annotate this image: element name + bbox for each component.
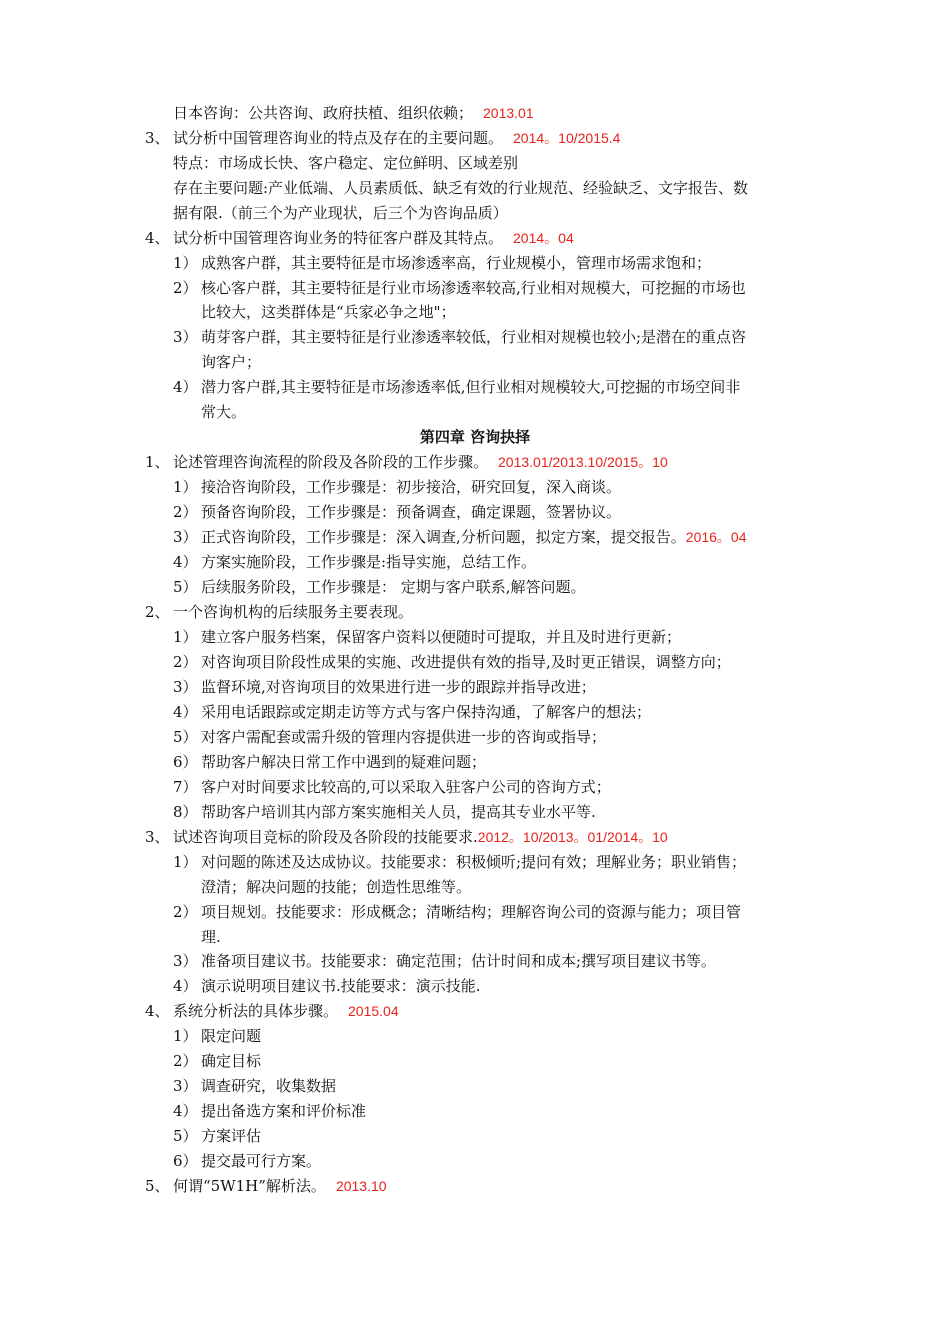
question-text: 论述管理咨询流程的阶段及各阶段的工作步骤。 bbox=[173, 453, 489, 471]
list-item-cont: 理. bbox=[201, 928, 221, 946]
question-number: 2、 bbox=[145, 603, 170, 621]
item-number: 3） bbox=[173, 328, 198, 346]
problems-line-cont: 据有限.（前三个为产业现状，后三个为咨询品质） bbox=[173, 204, 508, 222]
question-number: 5、 bbox=[145, 1177, 170, 1195]
exam-year: 2013.01/2013.10/2015。10 bbox=[498, 454, 668, 470]
exam-year: 2014。10/2015.4 bbox=[513, 130, 621, 146]
list-item: 限定问题 bbox=[201, 1027, 262, 1045]
question-number: 4、 bbox=[145, 1002, 170, 1020]
item-number: 6） bbox=[173, 1152, 198, 1170]
list-item: 建立客户服务档案，保留客户资料以便随时可提取，并且及时进行更新； bbox=[201, 628, 682, 646]
list-item: 监督环境,对咨询项目的效果进行进一步的跟踪并指导改进； bbox=[201, 678, 596, 696]
item-number: 3） bbox=[173, 528, 198, 546]
list-item: 成熟客户群，其主要特征是市场渗透率高，行业规模小，管理市场需求饱和； bbox=[201, 254, 712, 272]
item-number: 2） bbox=[173, 279, 198, 297]
item-number: 1） bbox=[173, 853, 198, 871]
question-3 bbox=[173, 128, 620, 148]
item-number: 8） bbox=[173, 803, 198, 821]
item-number: 3） bbox=[173, 678, 198, 696]
question-4 bbox=[173, 228, 574, 248]
list-item: 预备咨询阶段，工作步骤是：预备调查，确定课题，签署协议。 bbox=[201, 503, 622, 521]
problems-line: 存在主要问题:产业低端、人员素质低、缺乏有效的行业规范、经验缺乏、文字报告、数 bbox=[173, 179, 749, 197]
item-number: 2） bbox=[173, 903, 198, 921]
features-line: 特点：市场成长快、客户稳定、定位鲜明、区域差别 bbox=[173, 154, 519, 172]
item-number: 4） bbox=[173, 553, 198, 571]
list-item: 对咨询项目阶段性成果的实施、改进提供有效的指导,及时更正错误，调整方向； bbox=[201, 653, 731, 671]
line-text: 日本咨询：公共咨询、政府扶植、组织依赖； bbox=[173, 104, 474, 122]
question-5 bbox=[173, 1176, 387, 1196]
question-number: 3、 bbox=[145, 129, 170, 147]
item-number: 6） bbox=[173, 753, 198, 771]
list-item: 提出备选方案和评价标准 bbox=[201, 1102, 367, 1120]
exam-year: 2014。04 bbox=[513, 230, 574, 246]
item-number: 2） bbox=[173, 503, 198, 521]
question-number: 4、 bbox=[145, 229, 170, 247]
item-number: 1） bbox=[173, 478, 198, 496]
list-item: 客户对时间要求比较高的,可以采取入驻客户公司的咨询方式； bbox=[201, 778, 611, 796]
item-number: 3） bbox=[173, 952, 198, 970]
exam-year: 2013.10 bbox=[335, 1178, 387, 1194]
question-text: 试分析中国管理咨询业的特点及存在的主要问题。 bbox=[173, 129, 504, 147]
list-item: 帮助客户培训其内部方案实施相关人员，提高其专业水平等. bbox=[201, 803, 596, 821]
list-item: 接洽咨询阶段，工作步骤是：初步接洽，研究回复，深入商谈。 bbox=[201, 478, 622, 496]
item-number: 5） bbox=[173, 578, 198, 596]
list-item: 确定目标 bbox=[201, 1052, 262, 1070]
item-number: 5） bbox=[173, 728, 198, 746]
list-item: 方案实施阶段，工作步骤是:指导实施，总结工作。 bbox=[201, 553, 537, 571]
item-number: 5） bbox=[173, 1127, 198, 1145]
list-item: 准备项目建议书。技能要求：确定范围；估计时间和成本;撰写项目建议书等。 bbox=[201, 952, 717, 970]
item-number: 1） bbox=[173, 628, 198, 646]
question-number: 3、 bbox=[145, 828, 170, 846]
question-text: 试述咨询项目竞标的阶段及各阶段的技能要求. bbox=[173, 828, 478, 846]
list-item: 萌芽客户群，其主要特征是行业渗透率较低，行业相对规模也较小;是潜在的重点咨 bbox=[201, 328, 747, 346]
question-3 bbox=[173, 827, 668, 847]
list-item: 帮助客户解决日常工作中遇到的疑难问题； bbox=[201, 753, 487, 771]
list-item: 演示说明项目建议书.技能要求：演示技能. bbox=[201, 977, 481, 995]
list-item bbox=[201, 527, 747, 547]
item-number: 4） bbox=[173, 378, 198, 396]
list-item: 采用电话跟踪或定期走访等方式与客户保持沟通，了解客户的想法； bbox=[201, 703, 652, 721]
list-item-cont: 比较大，这类群体是“兵家必争之地"； bbox=[201, 303, 456, 321]
question-2: 一个咨询机构的后续服务主要表现。 bbox=[173, 603, 414, 621]
exam-year: 2015.04 bbox=[348, 1003, 399, 1019]
list-item: 方案评估 bbox=[201, 1127, 262, 1145]
list-item: 潜力客户群,其主要特征是市场渗透率低,但行业相对规模较大,可挖掘的市场空间非 bbox=[201, 378, 741, 396]
item-number: 2） bbox=[173, 653, 198, 671]
list-item-cont: 询客户； bbox=[201, 353, 262, 371]
item-number: 2） bbox=[173, 1052, 198, 1070]
item-number: 7） bbox=[173, 778, 198, 796]
question-text: 系统分析法的具体步骤。 bbox=[173, 1002, 339, 1020]
list-item: 对问题的陈述及达成协议。技能要求：积极倾听;提问有效；理解业务；职业销售； bbox=[201, 853, 747, 871]
question-text: 试分析中国管理咨询业务的特征客户群及其特点。 bbox=[173, 229, 504, 247]
list-item: 核心客户群，其主要特征是行业市场渗透率较高,行业相对规模大，可挖掘的市场也 bbox=[201, 279, 746, 297]
item-number: 4） bbox=[173, 703, 198, 721]
list-item: 项目规划。技能要求：形成概念；清晰结构；理解咨询公司的资源与能力；项目管 bbox=[201, 903, 742, 921]
list-item: 提交最可行方案。 bbox=[201, 1152, 322, 1170]
exam-year: 2013.01 bbox=[483, 105, 534, 121]
list-item: 对客户需配套或需升级的管理内容提供进一步的咨询或指导； bbox=[201, 728, 607, 746]
question-number: 1、 bbox=[145, 453, 170, 471]
item-number: 1） bbox=[173, 1027, 198, 1045]
item-text: 正式咨询阶段，工作步骤是：深入调查,分析问题，拟定方案，提交报告。 bbox=[201, 528, 686, 546]
list-item: 调查研究，收集数据 bbox=[201, 1077, 337, 1095]
question-text: 何谓“5W1H”解析法。 bbox=[173, 1177, 326, 1195]
list-item-cont: 常大。 bbox=[201, 403, 247, 421]
item-number: 1） bbox=[173, 254, 198, 272]
exam-year: 2012。10/2013。01/2014。10 bbox=[477, 829, 668, 845]
question-1 bbox=[173, 452, 668, 472]
item-number: 4） bbox=[173, 1102, 198, 1120]
chapter-heading: 第四章 咨询抉择 bbox=[419, 428, 531, 446]
question-4 bbox=[173, 1001, 399, 1021]
item-number: 3） bbox=[173, 1077, 198, 1095]
list-item: 后续服务阶段，工作步骤是： 定期与客户联系,解答问题。 bbox=[201, 578, 586, 596]
list-item-cont: 澄清；解决问题的技能；创造性思维等。 bbox=[201, 878, 472, 896]
japan-consulting-line bbox=[173, 103, 534, 123]
item-number: 4） bbox=[173, 977, 198, 995]
exam-year: 2016。04 bbox=[685, 529, 747, 545]
